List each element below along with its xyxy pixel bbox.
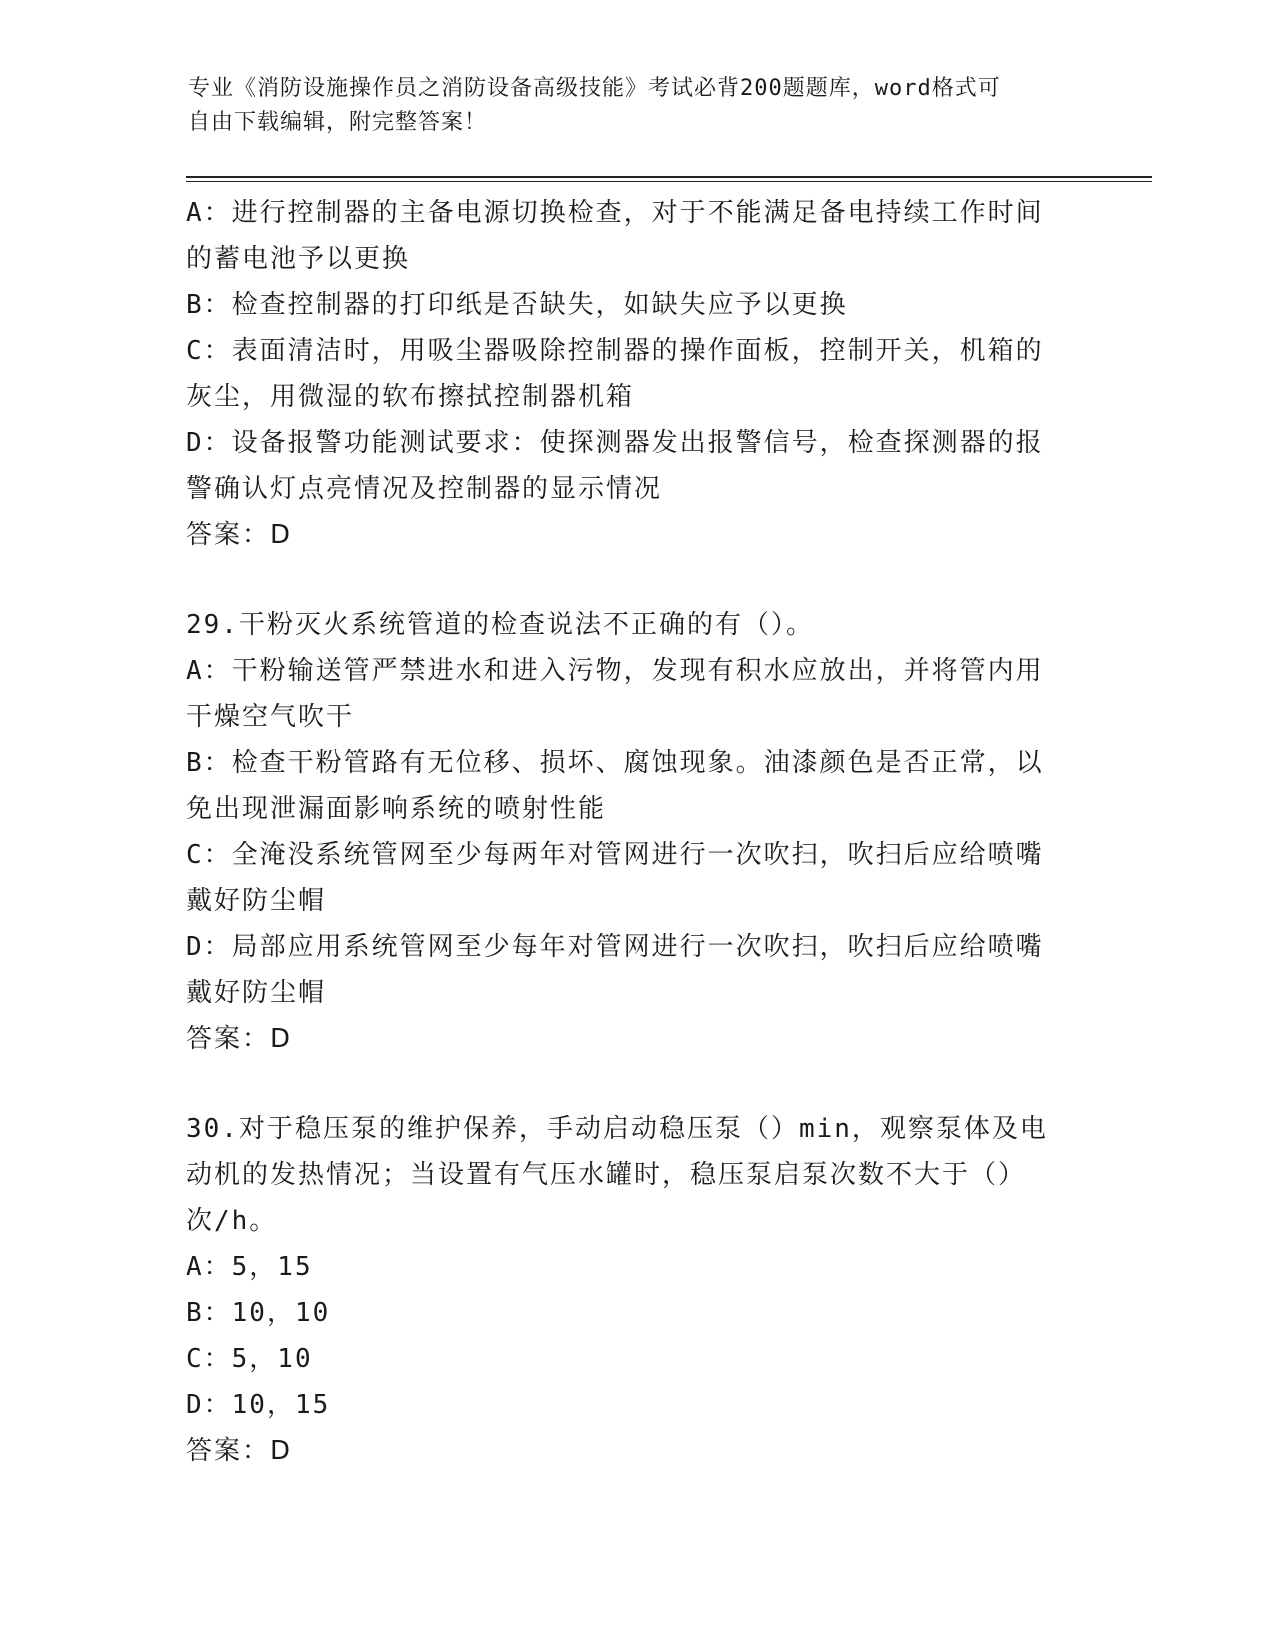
header-divider-thick [186,176,1152,178]
q28-option-c-line-1: C：表面清洁时，用吸尘器吸除控制器的操作面板，控制开关，机箱的 [186,336,1044,366]
q29-option-d-line-2: 戴好防尘帽 [186,978,327,1008]
q28-option-d-line-1: D：设备报警功能测试要求：使探测器发出报警信号，检查探测器的报 [186,428,1044,458]
document-header [188,72,1068,140]
question-content [186,190,1086,1474]
q30-option-b: B：10，10 [186,1298,331,1328]
header-line-1: 专业《消防设施操作员之消防设备高级技能》考试必背200题题库，word格式可 [188,76,1001,101]
q30-answer: 答案：D [186,1436,293,1466]
question-28-block [186,190,1086,558]
q29-option-c-line-2: 戴好防尘帽 [186,886,327,916]
question-30-block [186,1106,1086,1474]
q30-stem-line-1: 30.对于稳压泵的维护保养，手动启动稳压泵（）min，观察泵体及电 [186,1114,1048,1144]
q30-option-d: D：10，15 [186,1390,331,1420]
q29-option-c-line-1: C：全淹没系统管网至少每两年对管网进行一次吹扫，吹扫后应给喷嘴 [186,840,1044,870]
question-29-block [186,602,1086,1062]
q28-option-c-line-2: 灰尘，用微湿的软布擦拭控制器机箱 [186,382,635,412]
header-line-2: 自由下载编辑，附完整答案！ [188,110,488,135]
q29-option-a-line-1: A：干粉输送管严禁进水和进入污物，发现有积水应放出，并将管内用 [186,656,1044,686]
q29-option-a-line-2: 干燥空气吹干 [186,702,355,732]
q30-stem-line-2: 动机的发热情况；当设置有气压水罐时，稳压泵启泵次数不大于（） [186,1160,1027,1190]
q29-option-d-line-1: D：局部应用系统管网至少每年对管网进行一次吹扫，吹扫后应给喷嘴 [186,932,1044,962]
header-divider-thin [186,181,1152,182]
q30-option-a: A：5，15 [186,1252,313,1282]
q28-option-b-line-1: B：检查控制器的打印纸是否缺失，如缺失应予以更换 [186,290,848,320]
q28-option-a-line-1: A：进行控制器的主备电源切换检查，对于不能满足备电持续工作时间 [186,198,1044,228]
q30-stem-line-3: 次/h。 [186,1206,278,1236]
q29-option-b-line-1: B：检查干粉管路有无位移、损坏、腐蚀现象。油漆颜色是否正常，以 [186,748,1044,778]
q28-option-d-line-2: 警确认灯点亮情况及控制器的显示情况 [186,474,663,504]
spacer [186,558,1086,602]
q29-stem-line-1: 29.干粉灭火系统管道的检查说法不正确的有（）。 [186,610,814,640]
q28-option-a-line-2: 的蓄电池予以更换 [186,244,411,274]
q30-option-c: C：5，10 [186,1344,313,1374]
spacer [186,1062,1086,1106]
q29-answer: 答案：D [186,1024,293,1054]
q28-answer: 答案：D [186,520,293,550]
q29-option-b-line-2: 免出现泄漏面影响系统的喷射性能 [186,794,607,824]
